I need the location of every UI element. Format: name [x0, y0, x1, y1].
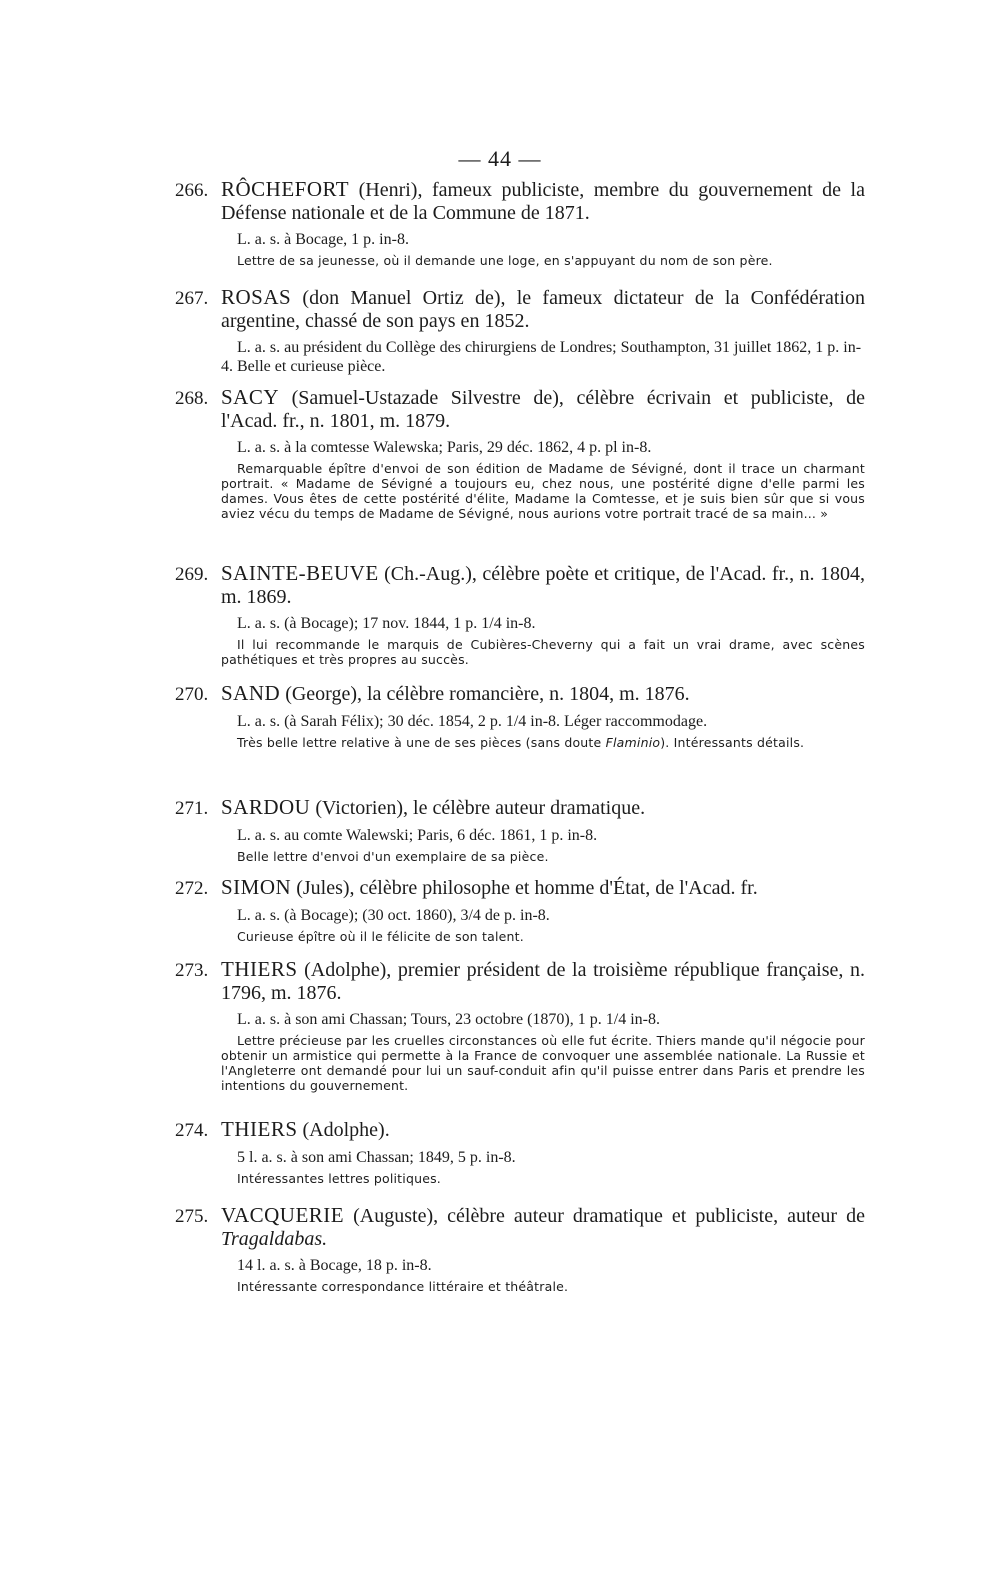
entry-detail: L. a. s. au président du Collège des chirurgiens de Londres; Southampton, 31 juillet 1862, 1 p. in-4. Belle et curieuse pièce. — [221, 339, 862, 375]
entry-name: ROSAS — [221, 285, 292, 309]
entry-number: 267. — [175, 288, 209, 309]
entry-heading — [175, 178, 865, 224]
entry-note-text: ). Intéressants détails. — [660, 735, 805, 750]
entry-note: Il lui recommande le marquis de Cubières-Cheverny qui a fait un vrai drame, avec scènes pathétiques et très propres au succès. — [221, 637, 865, 667]
entry-heading — [175, 1118, 865, 1142]
entry-name: SAINTE-BEUVE — [221, 561, 379, 585]
entry-detail: L. a. s. (à Bocage); (30 oct. 1860), 3/4 de p. in-8. — [237, 907, 550, 924]
entry-name: VACQUERIE — [221, 1203, 345, 1227]
entry-note-title: Flaminio — [605, 735, 661, 750]
catalog-entry-266 — [175, 178, 865, 268]
entry-heading — [175, 386, 865, 432]
entry-description: (George), la célèbre romancière, n. 1804, m. 1876. — [280, 683, 690, 705]
catalog-entry-268 — [175, 386, 865, 521]
entry-note: Intéressantes lettres politiques. — [237, 1171, 441, 1186]
entry-name: RÔCHEFORT — [221, 177, 350, 201]
entry-name: THIERS — [221, 957, 298, 981]
catalog-entry-271 — [175, 796, 865, 864]
entry-description: (Samuel-Ustazade Silvestre de), célèbre écrivain et publiciste, de l'Acad. fr., n. 1801, m. 1879. — [221, 387, 865, 432]
catalog-entry-275 — [175, 1204, 865, 1294]
page-number: — 44 — — [458, 146, 542, 171]
entry-number: 272. — [175, 878, 209, 899]
catalog-entry-267 — [175, 286, 865, 376]
catalog-entry-270 — [175, 682, 865, 750]
entry-name: SAND — [221, 681, 281, 705]
entry-note: Belle lettre d'envoi d'un exemplaire de sa pièce. — [237, 849, 549, 864]
entry-number: 273. — [175, 960, 209, 981]
entry-number: 271. — [175, 798, 209, 819]
catalog-entry-272 — [175, 876, 865, 944]
entry-note: Curieuse épître où il le félicite de son talent. — [237, 929, 524, 944]
entry-heading — [175, 682, 865, 706]
entry-description: (Adolphe). — [297, 1119, 390, 1141]
entry-number: 269. — [175, 564, 209, 585]
entry-description: (don Manuel Ortiz de), le fameux dictateur de la Confédération argentine, chassé de son pays en 1852. — [221, 287, 865, 332]
entry-note: Intéressante correspondance littéraire et théâtrale. — [237, 1279, 569, 1294]
entry-name: SACY — [221, 385, 280, 409]
entry-note: Lettre précieuse par les cruelles circonstances où elle fut écrite. Thiers mande qu'il négocie pour obtenir un armistice qui permette à la France de convoquer une assemblée nationale. La Russie et l'Angleterre ont demandé pour lui un sauf-conduit afin qu'il puisse entrer dans Paris et prendre les intentions du gouvernement. — [221, 1033, 865, 1093]
catalog-entry-269 — [175, 562, 865, 667]
entry-description: (Victorien), le célèbre auteur dramatique. — [310, 797, 646, 819]
entry-description: (Jules), célèbre philosophe et homme d'État, de l'Acad. fr. — [291, 877, 758, 899]
entry-number: 274. — [175, 1120, 209, 1141]
entry-description: (Henri), fameux publiciste, membre du gouvernement de la Défense nationale et de la Commune de 1871. — [221, 179, 865, 224]
entry-heading — [175, 958, 865, 1004]
entry-description: (Ch.-Aug.), célèbre poète et critique, de l'Acad. fr., n. 1804, m. 1869. — [221, 563, 865, 608]
entry-name: SARDOU — [221, 795, 311, 819]
entry-heading — [175, 286, 865, 332]
entry-heading — [175, 796, 865, 820]
entry-detail: L. a. s. à Bocage, 1 p. in-8. — [237, 231, 409, 248]
entry-note: Lettre de sa jeunesse, où il demande une loge, en s'appuyant du nom de son père. — [237, 253, 773, 268]
entry-detail: L. a. s. au comte Walewski; Paris, 6 déc. 1861, 1 p. in-8. — [237, 827, 598, 844]
entry-heading — [175, 876, 865, 900]
entry-detail: 14 l. a. s. à Bocage, 18 p. in-8. — [237, 1257, 432, 1274]
entry-description: (Adolphe), premier président de la troisième république française, n. 1796, m. 1876. — [221, 959, 865, 1004]
entry-number: 266. — [175, 180, 209, 201]
entry-detail: L. a. s. à la comtesse Walewska; Paris, 29 déc. 1862, 4 p. pl in-8. — [237, 439, 652, 456]
entry-heading — [175, 562, 865, 608]
entry-number: 268. — [175, 388, 209, 409]
entry-detail: L. a. s. à son ami Chassan; Tours, 23 octobre (1870), 1 p. 1/4 in-8. — [237, 1011, 660, 1028]
entry-number: 270. — [175, 684, 209, 705]
entry-description: (Auguste), célèbre auteur dramatique et publiciste, auteur de — [344, 1205, 865, 1227]
entry-note — [175, 735, 865, 750]
entry-note: Remarquable épître d'envoi de son édition de Madame de Sévigné, dont il trace un charmant portrait. « Madame de Sévigné a toujours eu, chez nous, une postérité digne d'elle parmi les dames. Vous êtes de cette postérité d'élite, Madame la Comtesse, et je suis bien sûr que si vous aviez vécu du temps de Madame de Sévigné, nous aurions votre portrait tracé de sa main... » — [221, 461, 865, 521]
catalog-entry-273 — [175, 958, 865, 1093]
entry-number: 275. — [175, 1206, 209, 1227]
entry-name: THIERS — [221, 1117, 298, 1141]
entry-name: SIMON — [221, 875, 292, 899]
entry-detail: L. a. s. (à Bocage); 17 nov. 1844, 1 p. 1/4 in-8. — [237, 615, 536, 632]
entry-detail: 5 l. a. s. à son ami Chassan; 1849, 5 p. in-8. — [237, 1149, 516, 1166]
entry-note-text: Très belle lettre relative à une de ses pièces (sans doute — [237, 735, 606, 750]
entry-title-italic: Tragaldabas. — [221, 1228, 328, 1250]
entry-heading — [175, 1204, 865, 1250]
catalog-entry-274 — [175, 1118, 865, 1186]
entry-detail: L. a. s. (à Sarah Félix); 30 déc. 1854, 2 p. 1/4 in-8. Léger raccommodage. — [237, 713, 708, 730]
